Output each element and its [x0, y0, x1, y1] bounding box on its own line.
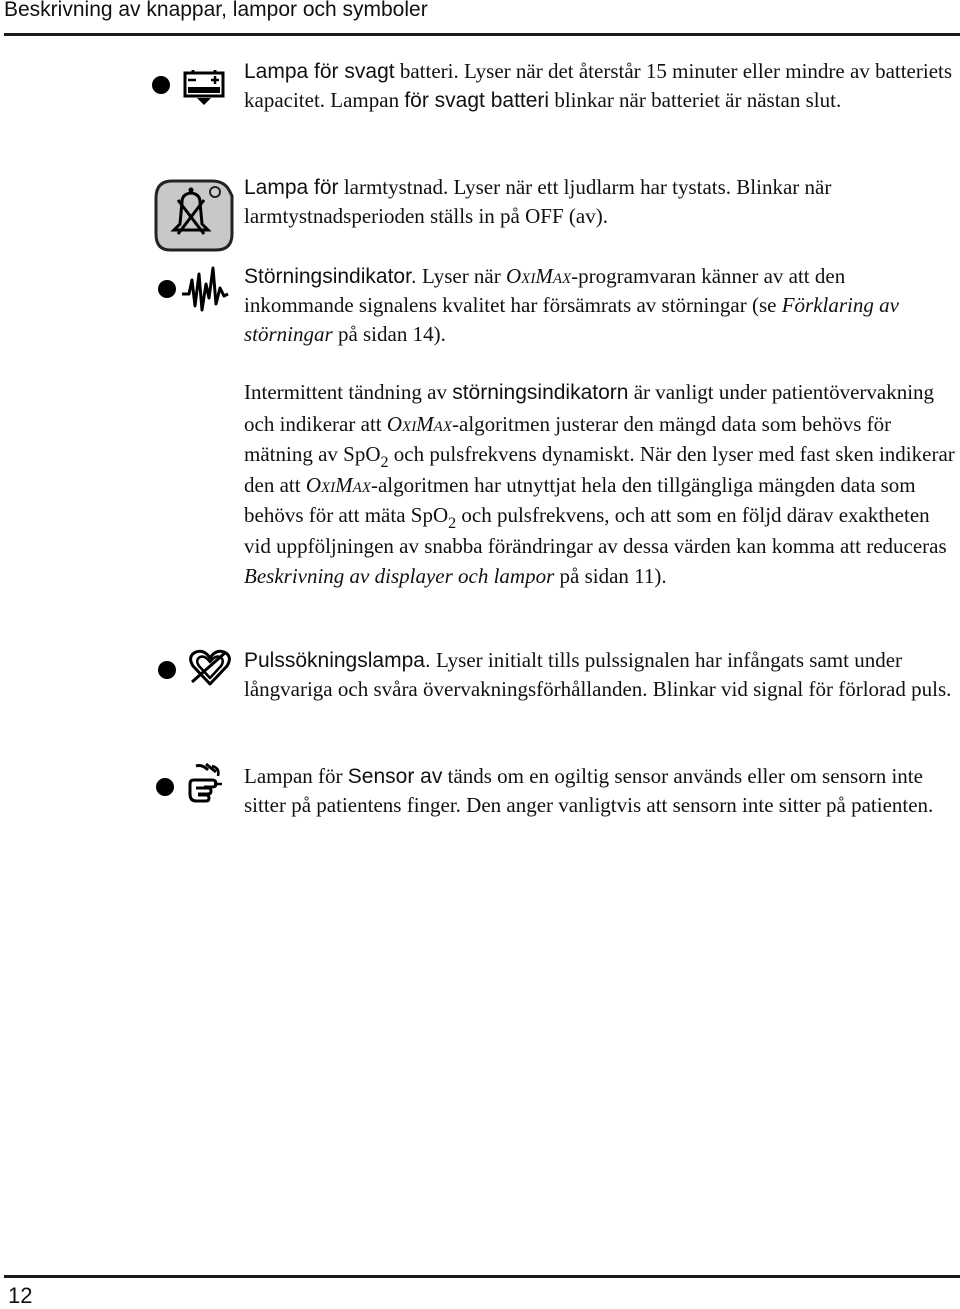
sensor-off-hand-icon: [186, 762, 228, 808]
battery-term-2: för svagt batteri: [404, 89, 550, 112]
alarm-silence-term: Lampa för: [244, 176, 339, 199]
indicator-dot: [152, 76, 170, 94]
alarm-silence-bell-icon: [152, 178, 236, 254]
interference-description: Störningsindikator. Lyser när OxiMax-programvaran känner av att den inkommande signalens kvalitet har försämrats av störningar (se Förklaring av störningar på sidan 14).: [244, 264, 899, 346]
interference-reference: Förklaring av störningar: [244, 293, 899, 346]
intermittent-paragraph: Intermittent tändning av störningsindikatorn är vanligt under patientövervakning och indikerar att OxiMax-algoritmen justerar den mängd data som behövs för mätning av SpO$_2$ och pulsfrekvens dynamiskt. När den lyser med fast sken indikerar den att OxiMax-algoritmen har utnyttjat hela den tillgängliga mängden data som behövs för att mäta SpO$_2$ och pulsfrekvens, och att som en följd därav exaktheten vid uppföljningen av snabba förändringar av dessa värden kan komma att reduceras Beskrivning av displayer och lampor på sidan 11).: [244, 380, 955, 588]
battery-description: Lampa för svagt batteri. Lyser när det återstår 15 minuter eller mindre av batteriets kapacitet. Lampan för svagt batteri blinkar när batteriet är nästan slut.: [244, 59, 953, 112]
oximax-brand: OxiMax: [506, 264, 572, 288]
pulse-search-term: Pulssökningslampa.: [244, 649, 431, 672]
oximax-brand: OxiMax: [305, 472, 371, 497]
interference-term-inline: störningsindikatorn: [452, 381, 629, 404]
interference-waveform-icon: [180, 266, 230, 314]
alarm-silence-description: Lampa för larmtystnad. Lyser när ett ljudlarm har tystats. Blinkar när larmtystnadsperioden ställs in på OFF (av).: [244, 175, 832, 228]
indicator-dot: [158, 661, 176, 679]
sensor-off-term: Sensor av: [347, 765, 443, 788]
pulse-search-description: Pulssökningslampa. Lyser initialt tills pulssignalen har infångats samt under långvariga och svåra övervakningsförhållanden. Blinkar vid signal för förlorad puls.: [244, 648, 952, 701]
header-rule: [4, 33, 960, 36]
pulse-search-heart-icon: [188, 648, 232, 688]
indicator-dot: [156, 778, 174, 796]
footer-rule: [4, 1275, 960, 1278]
interference-term: Störningsindikator.: [244, 265, 417, 288]
page-header-title: Beskrivning av knappar, lampor och symboler: [4, 0, 428, 21]
sensor-off-description: Lampan för Sensor av tänds om en ogiltig sensor används eller om sensorn inte sitter på patientens finger. Den anger vanligtvis att sensorn inte sitter på patienten.: [244, 764, 934, 817]
page-number: 12: [8, 1283, 33, 1308]
display-reference: Beskrivning av displayer och lampor: [244, 564, 555, 588]
indicator-dot: [158, 280, 176, 298]
battery-icon: [182, 67, 226, 107]
oximax-brand: OxiMax: [386, 411, 453, 436]
battery-term: Lampa för svagt: [244, 60, 395, 83]
